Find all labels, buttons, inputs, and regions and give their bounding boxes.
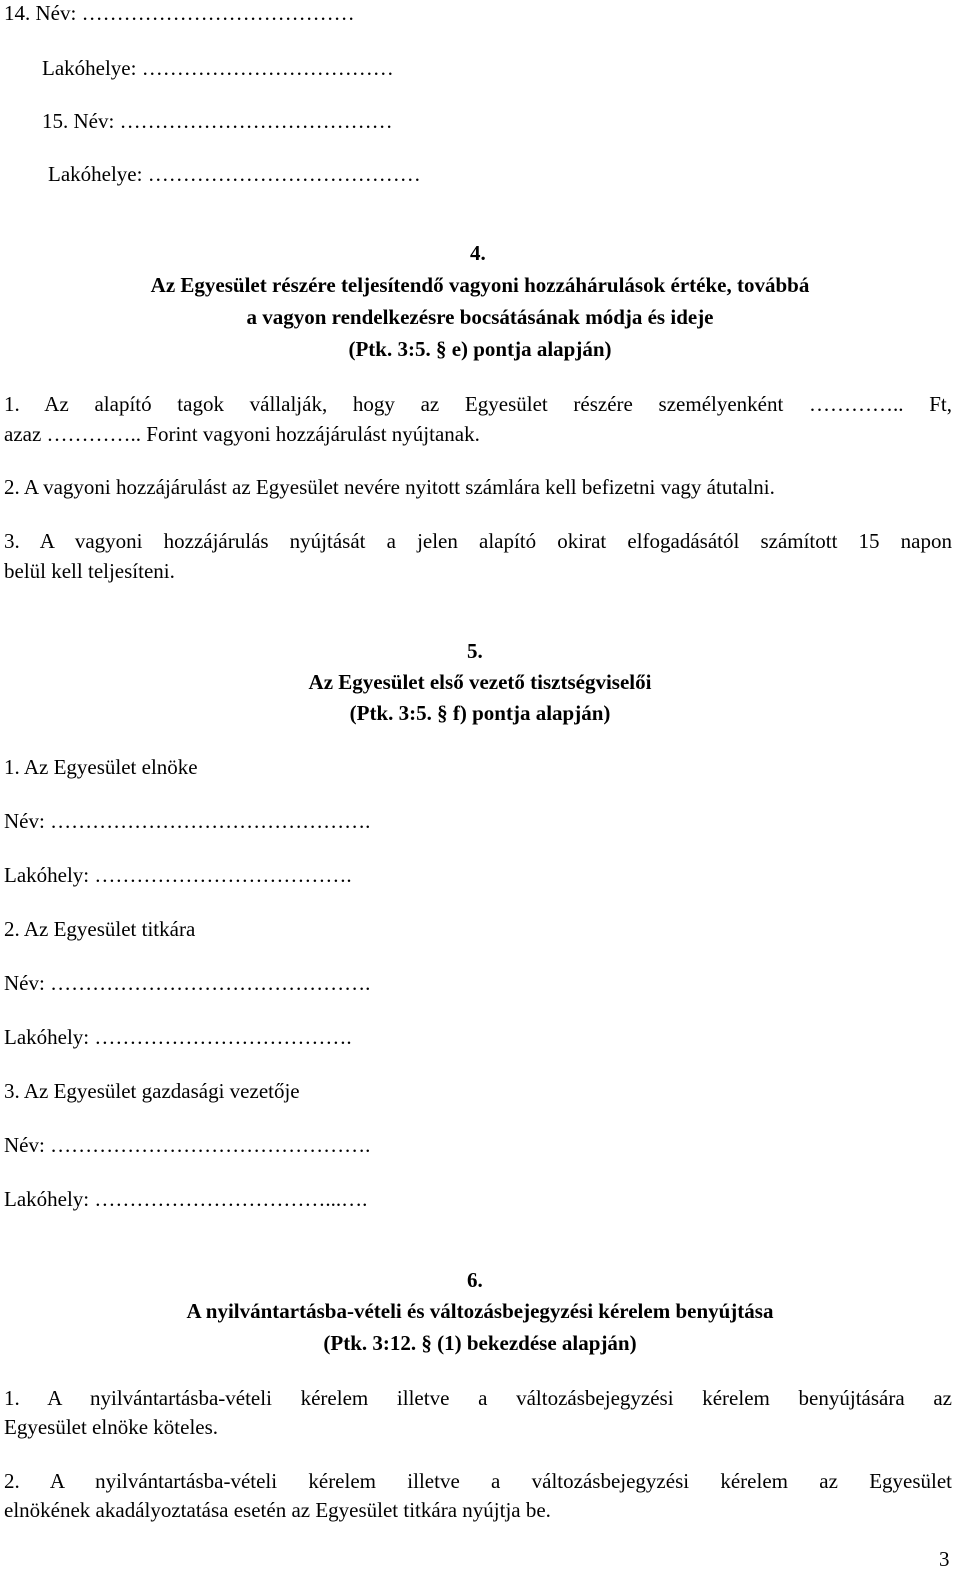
member-15-name-label: 15. Név:: [42, 109, 115, 133]
secretary-heading: 2. Az Egyesület titkára: [4, 917, 196, 941]
section-5-title-line-2: (Ptk. 3:5. § f) pontja alapján): [349, 701, 611, 725]
section-5-number: 5.: [467, 639, 483, 663]
finance-manager-heading: 3. Az Egyesület gazdasági vezetője: [4, 1079, 300, 1103]
section-4-paragraph-2: 2. A vagyoni hozzájárulást az Egyesület nevére nyitott számlára kell befizetni vagy átutalni.: [4, 475, 775, 499]
section-5-title-line-1: Az Egyesület első vezető tisztségviselői: [308, 670, 652, 694]
president-address: Lakóhely: ……………………………….: [4, 863, 352, 887]
member-14-address-label: Lakóhelye:: [42, 56, 137, 80]
member-15-address-line: [48, 159, 426, 189]
member-14-address-blank: ………………………………: [136, 56, 399, 80]
member-14-name-label: 14. Név:: [4, 1, 77, 25]
section-4-title-line-2: a vagyon rendelkezésre bocsátásának módja és ideje: [246, 305, 714, 329]
section-6-paragraph-2-line-1: 2. A nyilvántartásba-vételi kérelem illetve a változásbejegyzési kérelem az Egyesület: [4, 1469, 952, 1493]
member-15-name-line: [42, 106, 398, 136]
member-15-address-label: Lakóhelye:: [48, 162, 143, 186]
section-6-title-line-1: A nyilvántartásba-vételi és változásbejegyzési kérelem benyújtása: [186, 1299, 774, 1323]
member-14-name-blank: …………………………………: [76, 1, 360, 25]
secretary-name: Név: ……………………………………….: [4, 971, 371, 995]
secretary-address: Lakóhely: ……………………………….: [4, 1025, 352, 1049]
member-15-address-blank: …………………………………: [142, 162, 426, 186]
member-14-name-line: [4, 0, 360, 28]
section-6-title-line-2: (Ptk. 3:12. § (1) bekezdése alapján): [323, 1331, 637, 1355]
page-number: 3: [939, 1547, 950, 1571]
member-14-address-line: [42, 53, 399, 83]
president-heading: 1. Az Egyesület elnöke: [4, 755, 198, 779]
section-6-paragraph-1-line-1: 1. A nyilvántartásba-vételi kérelem illetve a változásbejegyzési kérelem benyújtására az: [4, 1386, 952, 1410]
member-15-name-blank: …………………………………: [114, 109, 398, 133]
section-4-paragraph-3-line-2: belül kell teljesíteni.: [4, 559, 175, 583]
finance-manager-name: Név: ……………………………………….: [4, 1133, 371, 1157]
section-4-number: 4.: [470, 241, 486, 265]
section-4-paragraph-1-line-1: 1. Az alapító tagok vállalják, hogy az Egyesület részére személyenként ………….. Ft,: [4, 392, 952, 416]
president-name: Név: ……………………………………….: [4, 809, 371, 833]
section-4-paragraph-1-line-2: azaz ………….. Forint vagyoni hozzájárulást nyújtanak.: [4, 422, 480, 446]
finance-manager-address: Lakóhely: ……………………………...….: [4, 1187, 368, 1211]
section-4-title-line-1: Az Egyesület részére teljesítendő vagyoni hozzáhárulások értéke, továbbá: [150, 273, 810, 297]
section-6-paragraph-1-line-2: Egyesület elnöke köteles.: [4, 1415, 219, 1439]
section-4-paragraph-3-line-1: 3. A vagyoni hozzájárulás nyújtását a jelen alapító okirat elfogadásától számított 15 napon: [4, 529, 952, 553]
section-6-number: 6.: [467, 1268, 483, 1292]
section-4-title-line-3: (Ptk. 3:5. § e) pontja alapján): [348, 337, 612, 361]
section-6-paragraph-2-line-2: elnökének akadályoztatása esetén az Egyesület titkára nyújtja be.: [4, 1498, 551, 1522]
